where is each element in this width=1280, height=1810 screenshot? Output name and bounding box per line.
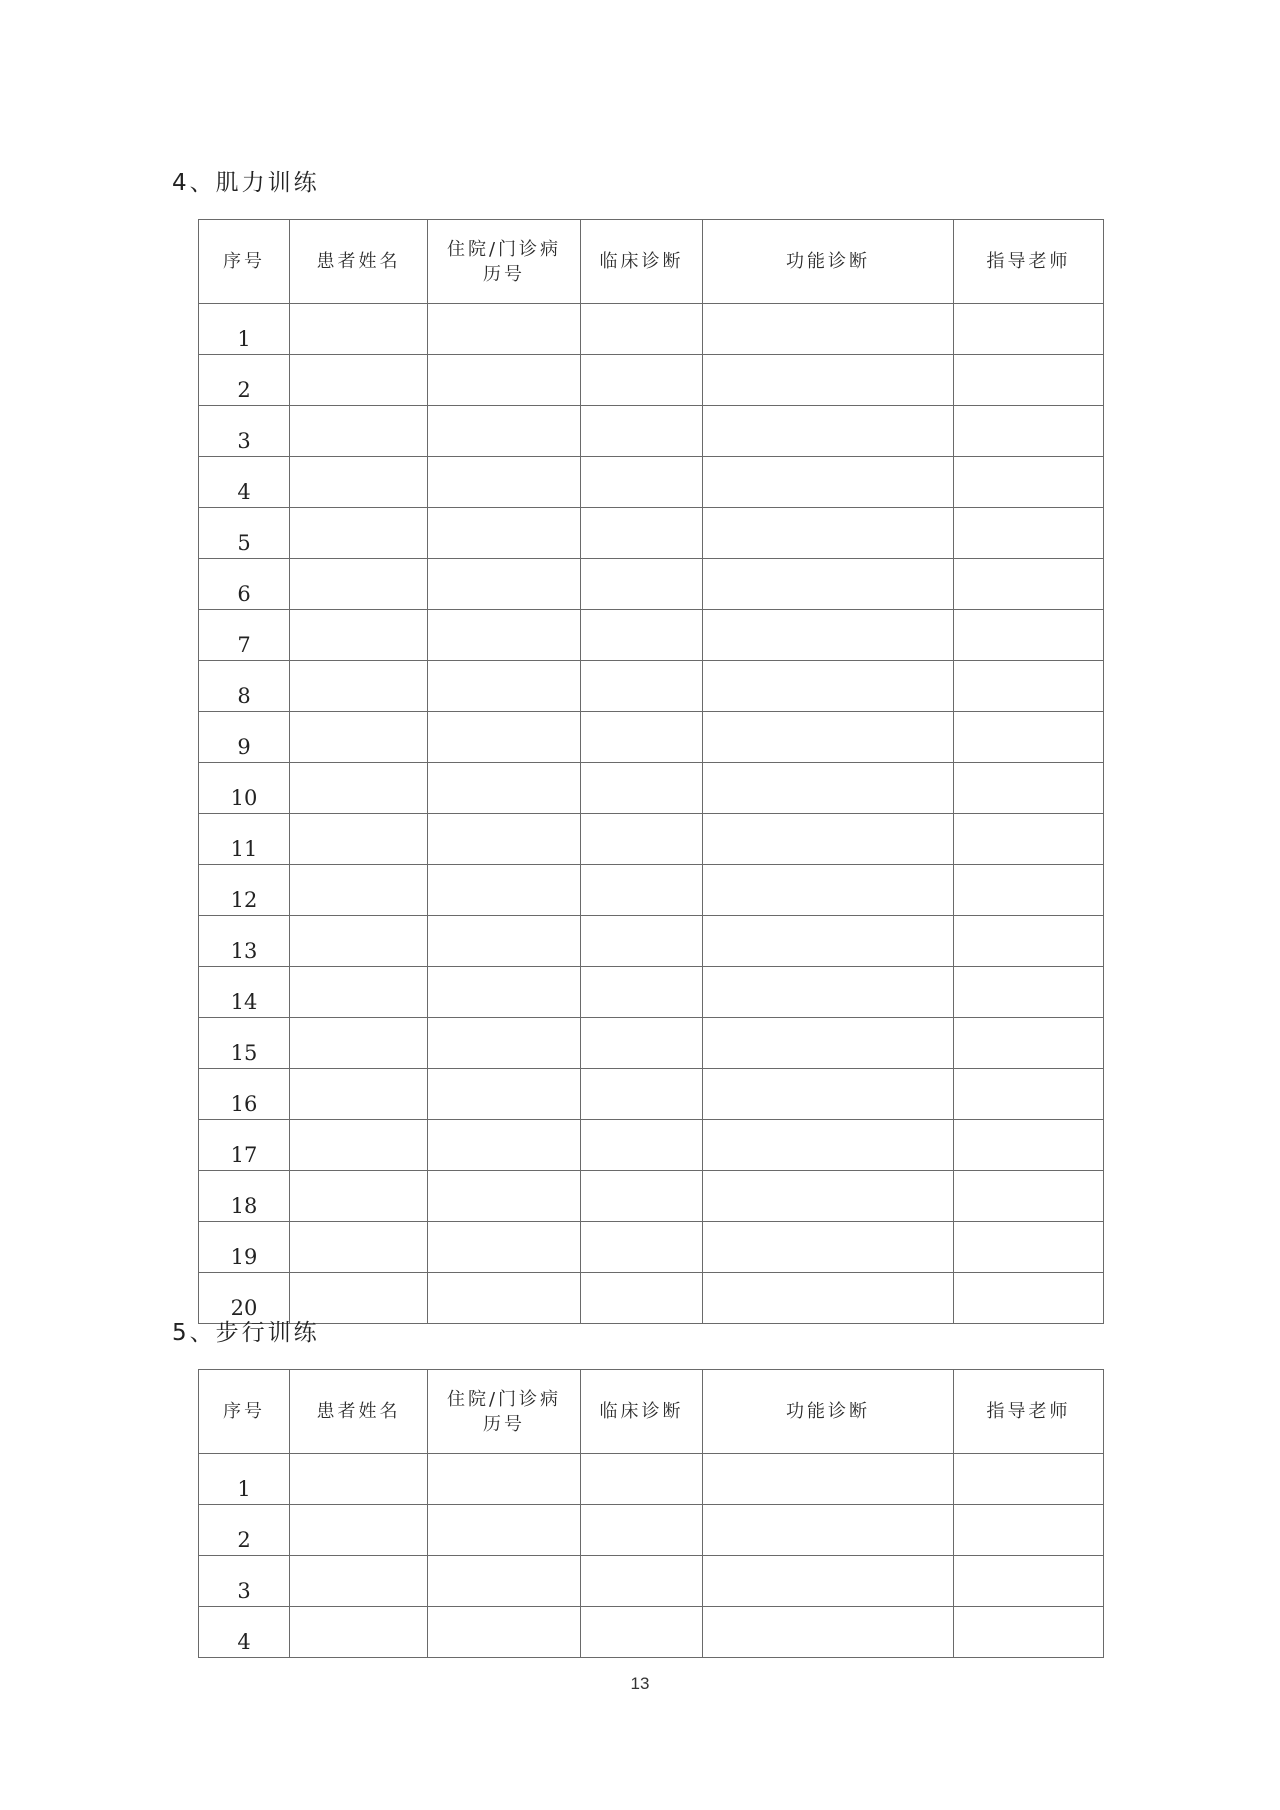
clinical-diagnosis-cell <box>581 559 703 610</box>
table-row <box>199 1454 1104 1505</box>
row-number: 11 <box>199 814 290 865</box>
row-number: 2 <box>199 1505 290 1556</box>
table-row <box>199 1171 1104 1222</box>
instructor-cell <box>954 406 1104 457</box>
table-row <box>199 814 1104 865</box>
row-number: 5 <box>199 508 290 559</box>
clinical-diagnosis-cell <box>581 1222 703 1273</box>
row-number: 2 <box>199 355 290 406</box>
record-number-cell <box>428 1454 581 1505</box>
functional-diagnosis-cell <box>703 661 954 712</box>
page-number: 13 <box>630 1674 650 1693</box>
clinical-diagnosis-cell <box>581 1454 703 1505</box>
record-number-cell <box>428 559 581 610</box>
row-number: 3 <box>199 406 290 457</box>
column-header-patient-name: 患者姓名 <box>290 1370 428 1454</box>
instructor-cell <box>954 1171 1104 1222</box>
row-number: 16 <box>199 1069 290 1120</box>
record-number-cell <box>428 610 581 661</box>
table-body <box>199 1454 1104 1658</box>
clinical-diagnosis-cell <box>581 610 703 661</box>
table-row <box>199 1607 1104 1658</box>
table-row <box>199 865 1104 916</box>
record-number-cell <box>428 1607 581 1658</box>
functional-diagnosis-cell <box>703 559 954 610</box>
patient-name-cell <box>290 1222 428 1273</box>
instructor-cell <box>954 1607 1104 1658</box>
table-body <box>199 304 1104 1324</box>
patient-name-cell <box>290 355 428 406</box>
column-header-functional-diagnosis: 功能诊断 <box>703 220 954 304</box>
instructor-cell <box>954 1222 1104 1273</box>
row-number: 13 <box>199 916 290 967</box>
instructor-cell <box>954 865 1104 916</box>
walking-training-table <box>198 1369 1104 1658</box>
patient-name-cell <box>290 661 428 712</box>
functional-diagnosis-cell <box>703 1273 954 1324</box>
patient-name-cell <box>290 1454 428 1505</box>
row-number: 1 <box>199 1454 290 1505</box>
column-header-functional-diagnosis: 功能诊断 <box>703 1370 954 1454</box>
table-row <box>199 967 1104 1018</box>
functional-diagnosis-cell <box>703 967 954 1018</box>
table-row <box>199 304 1104 355</box>
row-number: 3 <box>199 1556 290 1607</box>
clinical-diagnosis-cell <box>581 1607 703 1658</box>
section-heading-strength-training: 4、肌力训练 <box>172 170 320 196</box>
functional-diagnosis-cell <box>703 508 954 559</box>
row-number: 20 <box>199 1273 290 1324</box>
table-row <box>199 1120 1104 1171</box>
row-number: 12 <box>199 865 290 916</box>
patient-name-cell <box>290 967 428 1018</box>
record-number-cell <box>428 304 581 355</box>
row-number: 18 <box>199 1171 290 1222</box>
functional-diagnosis-cell <box>703 406 954 457</box>
column-header-clinical-diagnosis: 临床诊断 <box>581 220 703 304</box>
functional-diagnosis-cell <box>703 457 954 508</box>
functional-diagnosis-cell <box>703 304 954 355</box>
table-row <box>199 1222 1104 1273</box>
column-header-record-number: 住院/门诊病历号 <box>428 1370 581 1454</box>
row-number: 14 <box>199 967 290 1018</box>
table-header-row <box>199 1370 1104 1454</box>
instructor-cell <box>954 304 1104 355</box>
section-heading-walking-training: 5、步行训练 <box>172 1320 320 1346</box>
instructor-cell <box>954 1454 1104 1505</box>
clinical-diagnosis-cell <box>581 1171 703 1222</box>
record-number-cell <box>428 355 581 406</box>
table-row <box>199 763 1104 814</box>
row-number: 4 <box>199 457 290 508</box>
row-number: 8 <box>199 661 290 712</box>
functional-diagnosis-cell <box>703 355 954 406</box>
instructor-cell <box>954 559 1104 610</box>
functional-diagnosis-cell <box>703 1222 954 1273</box>
instructor-cell <box>954 1505 1104 1556</box>
instructor-cell <box>954 1069 1104 1120</box>
row-number: 15 <box>199 1018 290 1069</box>
instructor-cell <box>954 457 1104 508</box>
functional-diagnosis-cell <box>703 1454 954 1505</box>
functional-diagnosis-cell <box>703 1171 954 1222</box>
clinical-diagnosis-cell <box>581 661 703 712</box>
instructor-cell <box>954 712 1104 763</box>
table-row <box>199 1505 1104 1556</box>
clinical-diagnosis-cell <box>581 865 703 916</box>
record-number-cell <box>428 1556 581 1607</box>
table-row <box>199 1018 1104 1069</box>
column-header-clinical-diagnosis: 临床诊断 <box>581 1370 703 1454</box>
clinical-diagnosis-cell <box>581 508 703 559</box>
record-number-cell <box>428 508 581 559</box>
column-header-patient-name: 患者姓名 <box>290 220 428 304</box>
row-number: 10 <box>199 763 290 814</box>
patient-name-cell <box>290 1120 428 1171</box>
clinical-diagnosis-cell <box>581 712 703 763</box>
column-header-instructor: 指导老师 <box>954 220 1104 304</box>
clinical-diagnosis-cell <box>581 916 703 967</box>
record-number-cell <box>428 865 581 916</box>
record-number-cell <box>428 712 581 763</box>
instructor-cell <box>954 508 1104 559</box>
functional-diagnosis-cell <box>703 763 954 814</box>
patient-name-cell <box>290 712 428 763</box>
clinical-diagnosis-cell <box>581 967 703 1018</box>
patient-name-cell <box>290 1607 428 1658</box>
instructor-cell <box>954 763 1104 814</box>
functional-diagnosis-cell <box>703 865 954 916</box>
clinical-diagnosis-cell <box>581 763 703 814</box>
row-number: 1 <box>199 304 290 355</box>
functional-diagnosis-cell <box>703 814 954 865</box>
clinical-diagnosis-cell <box>581 406 703 457</box>
patient-name-cell <box>290 1069 428 1120</box>
table-row <box>199 406 1104 457</box>
instructor-cell <box>954 1018 1104 1069</box>
instructor-cell <box>954 355 1104 406</box>
row-number: 7 <box>199 610 290 661</box>
patient-name-cell <box>290 1556 428 1607</box>
row-number: 4 <box>199 1607 290 1658</box>
strength-training-table <box>198 219 1104 1324</box>
patient-name-cell <box>290 1171 428 1222</box>
patient-name-cell <box>290 304 428 355</box>
patient-name-cell <box>290 814 428 865</box>
functional-diagnosis-cell <box>703 1018 954 1069</box>
patient-name-cell <box>290 406 428 457</box>
record-number-cell <box>428 406 581 457</box>
record-number-cell <box>428 661 581 712</box>
patient-name-cell <box>290 865 428 916</box>
patient-name-cell <box>290 763 428 814</box>
functional-diagnosis-cell <box>703 1505 954 1556</box>
clinical-diagnosis-cell <box>581 304 703 355</box>
functional-diagnosis-cell <box>703 610 954 661</box>
row-number: 19 <box>199 1222 290 1273</box>
record-number-cell <box>428 1018 581 1069</box>
functional-diagnosis-cell <box>703 1556 954 1607</box>
record-number-cell <box>428 967 581 1018</box>
table-row <box>199 712 1104 763</box>
record-number-cell <box>428 1120 581 1171</box>
column-header-serial: 序号 <box>199 1370 290 1454</box>
instructor-cell <box>954 967 1104 1018</box>
record-number-cell <box>428 1273 581 1324</box>
clinical-diagnosis-cell <box>581 1018 703 1069</box>
table-row <box>199 1556 1104 1607</box>
patient-name-cell <box>290 610 428 661</box>
record-number-cell <box>428 763 581 814</box>
table-row <box>199 355 1104 406</box>
row-number: 9 <box>199 712 290 763</box>
functional-diagnosis-cell <box>703 916 954 967</box>
row-number: 17 <box>199 1120 290 1171</box>
instructor-cell <box>954 1120 1104 1171</box>
record-number-cell <box>428 814 581 865</box>
table-row <box>199 559 1104 610</box>
table-row <box>199 457 1104 508</box>
instructor-cell <box>954 1273 1104 1324</box>
functional-diagnosis-cell <box>703 712 954 763</box>
record-number-cell <box>428 916 581 967</box>
clinical-diagnosis-cell <box>581 1556 703 1607</box>
patient-name-cell <box>290 1505 428 1556</box>
table-row <box>199 610 1104 661</box>
table-row <box>199 916 1104 967</box>
record-number-cell <box>428 1505 581 1556</box>
table-row <box>199 661 1104 712</box>
column-header-instructor: 指导老师 <box>954 1370 1104 1454</box>
record-number-cell <box>428 1171 581 1222</box>
instructor-cell <box>954 1556 1104 1607</box>
column-header-record-number: 住院/门诊病历号 <box>428 220 581 304</box>
functional-diagnosis-cell <box>703 1120 954 1171</box>
table-header-row <box>199 220 1104 304</box>
patient-name-cell <box>290 916 428 967</box>
clinical-diagnosis-cell <box>581 1505 703 1556</box>
table-row <box>199 1273 1104 1324</box>
instructor-cell <box>954 610 1104 661</box>
patient-name-cell <box>290 1018 428 1069</box>
clinical-diagnosis-cell <box>581 1120 703 1171</box>
functional-diagnosis-cell <box>703 1607 954 1658</box>
instructor-cell <box>954 814 1104 865</box>
record-number-cell <box>428 457 581 508</box>
functional-diagnosis-cell <box>703 1069 954 1120</box>
clinical-diagnosis-cell <box>581 457 703 508</box>
clinical-diagnosis-cell <box>581 1273 703 1324</box>
instructor-cell <box>954 916 1104 967</box>
clinical-diagnosis-cell <box>581 814 703 865</box>
table-row <box>199 508 1104 559</box>
record-number-cell <box>428 1069 581 1120</box>
record-number-cell <box>428 1222 581 1273</box>
patient-name-cell <box>290 559 428 610</box>
clinical-diagnosis-cell <box>581 1069 703 1120</box>
instructor-cell <box>954 661 1104 712</box>
patient-name-cell <box>290 508 428 559</box>
column-header-serial: 序号 <box>199 220 290 304</box>
clinical-diagnosis-cell <box>581 355 703 406</box>
table-row <box>199 1069 1104 1120</box>
row-number: 6 <box>199 559 290 610</box>
patient-name-cell <box>290 457 428 508</box>
